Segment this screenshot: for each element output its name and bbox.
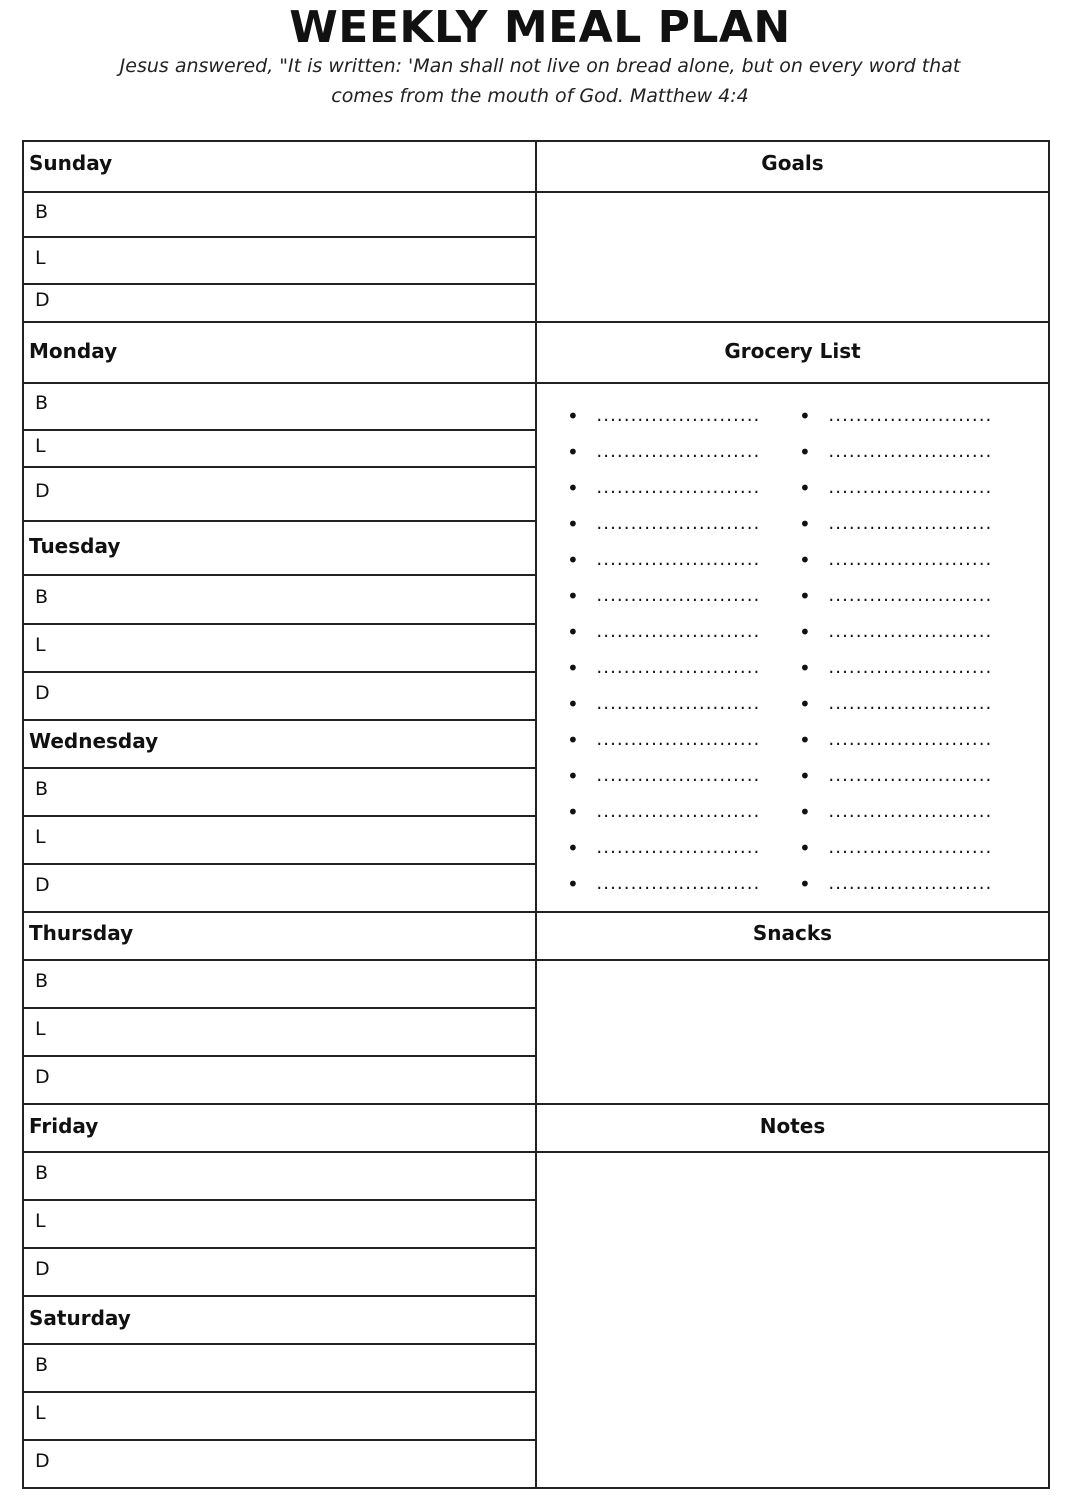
grocery-item-line: ........................ <box>826 839 991 857</box>
row-divider <box>23 767 536 769</box>
grocery-item[interactable] <box>799 512 991 536</box>
tuesday-breakfast-field[interactable]: B <box>35 586 49 608</box>
grocery-item[interactable] <box>799 872 991 896</box>
row-divider <box>23 283 536 285</box>
day-saturday: Saturday <box>29 1306 131 1330</box>
grocery-item-line: ........................ <box>594 623 759 641</box>
row-divider <box>23 1295 536 1297</box>
grocery-item-line: ........................ <box>826 731 991 749</box>
grocery-item-line: ........................ <box>826 587 991 605</box>
bullet-icon: • <box>799 584 811 608</box>
grocery-item-line: ........................ <box>594 767 759 785</box>
bullet-icon: • <box>799 764 811 788</box>
grocery-item[interactable] <box>799 548 991 572</box>
bullet-icon: • <box>567 764 579 788</box>
grocery-item-line: ........................ <box>826 659 991 677</box>
row-divider <box>23 911 536 913</box>
grocery-item[interactable] <box>567 512 759 536</box>
grocery-item[interactable] <box>799 800 991 824</box>
row-divider <box>23 671 536 673</box>
bullet-icon: • <box>799 548 811 572</box>
grocery-item-line: ........................ <box>594 515 759 533</box>
grocery-item[interactable] <box>567 584 759 608</box>
day-thursday: Thursday <box>29 921 134 945</box>
grocery-item[interactable] <box>567 548 759 572</box>
thursday-breakfast-field[interactable]: B <box>35 970 49 992</box>
grocery-item-line: ........................ <box>826 803 991 821</box>
grocery-item-line: ........................ <box>594 731 759 749</box>
row-divider <box>23 1199 536 1201</box>
bullet-icon: • <box>567 440 579 464</box>
sunday-breakfast-field[interactable]: B <box>35 201 49 223</box>
grocery-item-line: ........................ <box>594 479 759 497</box>
bullet-icon: • <box>567 692 579 716</box>
section-divider <box>536 321 1049 323</box>
bullet-icon: • <box>567 404 579 428</box>
row-divider <box>23 574 536 576</box>
wednesday-breakfast-field[interactable]: B <box>35 778 49 800</box>
bullet-icon: • <box>799 512 811 536</box>
friday-breakfast-field[interactable]: B <box>35 1162 49 1184</box>
row-divider <box>23 719 536 721</box>
saturday-lunch-field[interactable]: L <box>35 1402 46 1424</box>
grocery-list-heading: Grocery List <box>724 339 861 363</box>
goals-heading: Goals <box>761 151 824 175</box>
row-divider <box>23 1151 536 1153</box>
snacks-area[interactable] <box>537 961 1048 1102</box>
bullet-icon: • <box>567 800 579 824</box>
monday-lunch-field[interactable]: L <box>35 435 46 457</box>
row-divider <box>23 382 536 384</box>
bullet-icon: • <box>567 584 579 608</box>
grocery-item-line: ........................ <box>594 443 759 461</box>
grocery-item[interactable] <box>799 728 991 752</box>
grocery-item-line: ........................ <box>826 551 991 569</box>
notes-heading: Notes <box>759 1114 826 1138</box>
grocery-item[interactable] <box>567 872 759 896</box>
row-divider <box>23 623 536 625</box>
grocery-item-line: ........................ <box>826 515 991 533</box>
thursday-lunch-field[interactable]: L <box>35 1018 46 1040</box>
saturday-breakfast-field[interactable]: B <box>35 1354 49 1376</box>
friday-lunch-field[interactable]: L <box>35 1210 46 1232</box>
row-divider <box>23 1103 536 1105</box>
goals-area[interactable] <box>537 193 1048 320</box>
wednesday-lunch-field[interactable]: L <box>35 826 46 848</box>
friday-dinner-field[interactable]: D <box>35 1258 50 1280</box>
row-divider <box>23 959 536 961</box>
bullet-icon: • <box>799 404 811 428</box>
grocery-item-line: ........................ <box>594 407 759 425</box>
day-sunday: Sunday <box>29 151 113 175</box>
bullet-icon: • <box>799 836 811 860</box>
row-divider <box>23 429 536 431</box>
grocery-item-line: ........................ <box>594 839 759 857</box>
grocery-item-line: ........................ <box>594 803 759 821</box>
bullet-icon: • <box>567 548 579 572</box>
grocery-item-line: ........................ <box>826 443 991 461</box>
grocery-item[interactable] <box>799 584 991 608</box>
page-title: WEEKLY MEAL PLAN <box>289 2 791 53</box>
grocery-item[interactable] <box>799 836 991 860</box>
monday-dinner-field[interactable]: D <box>35 480 50 502</box>
row-divider <box>23 321 536 323</box>
row-divider <box>23 520 536 522</box>
grocery-item[interactable] <box>799 440 991 464</box>
day-monday: Monday <box>29 339 118 363</box>
grocery-item[interactable] <box>799 764 991 788</box>
thursday-dinner-field[interactable]: D <box>35 1066 50 1088</box>
tuesday-dinner-field[interactable]: D <box>35 682 50 704</box>
grocery-item-line: ........................ <box>826 407 991 425</box>
row-divider <box>23 1247 536 1249</box>
grocery-item[interactable] <box>567 728 759 752</box>
section-divider <box>536 1103 1049 1105</box>
sunday-lunch-field[interactable]: L <box>35 247 46 269</box>
day-wednesday: Wednesday <box>29 729 159 753</box>
section-divider <box>536 911 1049 913</box>
bullet-icon: • <box>799 728 811 752</box>
grocery-item[interactable] <box>567 440 759 464</box>
row-divider <box>23 1343 536 1345</box>
sunday-dinner-field[interactable]: D <box>35 289 50 311</box>
notes-area[interactable] <box>537 1153 1048 1487</box>
grocery-item-line: ........................ <box>594 587 759 605</box>
bullet-icon: • <box>567 836 579 860</box>
bullet-icon: • <box>567 656 579 680</box>
grocery-item-line: ........................ <box>594 695 759 713</box>
grocery-item[interactable] <box>799 476 991 500</box>
saturday-dinner-field[interactable]: D <box>35 1450 50 1472</box>
monday-breakfast-field[interactable]: B <box>35 392 49 414</box>
bullet-icon: • <box>567 872 579 896</box>
grocery-list-area <box>537 384 1048 910</box>
day-friday: Friday <box>29 1114 99 1138</box>
bullet-icon: • <box>567 476 579 500</box>
grocery-item-line: ........................ <box>826 695 991 713</box>
snacks-heading: Snacks <box>752 921 833 945</box>
wednesday-dinner-field[interactable]: D <box>35 874 50 896</box>
grocery-item[interactable] <box>799 404 991 428</box>
grocery-item-line: ........................ <box>594 875 759 893</box>
grocery-item-line: ........................ <box>826 623 991 641</box>
grocery-item[interactable] <box>567 476 759 500</box>
grocery-item[interactable] <box>567 656 759 680</box>
grocery-item[interactable] <box>567 764 759 788</box>
bullet-icon: • <box>799 476 811 500</box>
row-divider <box>23 1439 536 1441</box>
bullet-icon: • <box>799 692 811 716</box>
row-divider <box>23 815 536 817</box>
grocery-item-line: ........................ <box>594 551 759 569</box>
row-divider <box>23 466 536 468</box>
bullet-icon: • <box>799 620 811 644</box>
row-divider <box>23 1007 536 1009</box>
bullet-icon: • <box>567 728 579 752</box>
grocery-item[interactable] <box>799 692 991 716</box>
day-tuesday: Tuesday <box>29 534 121 558</box>
grocery-item[interactable] <box>567 692 759 716</box>
grocery-item[interactable] <box>567 404 759 428</box>
grocery-item-line: ........................ <box>594 659 759 677</box>
bullet-icon: • <box>567 620 579 644</box>
row-divider <box>23 1055 536 1057</box>
row-divider <box>23 236 536 238</box>
grocery-item[interactable] <box>567 620 759 644</box>
grocery-item[interactable] <box>567 800 759 824</box>
grocery-item[interactable] <box>567 836 759 860</box>
grocery-item-line: ........................ <box>826 767 991 785</box>
bullet-icon: • <box>567 512 579 536</box>
verse-line-1: Jesus answered, "It is written: 'Man shall not live on bread alone, but on every word that <box>119 55 961 77</box>
tuesday-lunch-field[interactable]: L <box>35 634 46 656</box>
bullet-icon: • <box>799 872 811 896</box>
row-divider <box>23 191 536 193</box>
bullet-icon: • <box>799 656 811 680</box>
row-divider <box>23 863 536 865</box>
grocery-item[interactable] <box>799 656 991 680</box>
grocery-item-line: ........................ <box>826 479 991 497</box>
grocery-item-line: ........................ <box>826 875 991 893</box>
grocery-item[interactable] <box>799 620 991 644</box>
bullet-icon: • <box>799 800 811 824</box>
row-divider <box>23 1391 536 1393</box>
bullet-icon: • <box>799 440 811 464</box>
verse-line-2: comes from the mouth of God. Matthew 4:4 <box>331 85 749 107</box>
